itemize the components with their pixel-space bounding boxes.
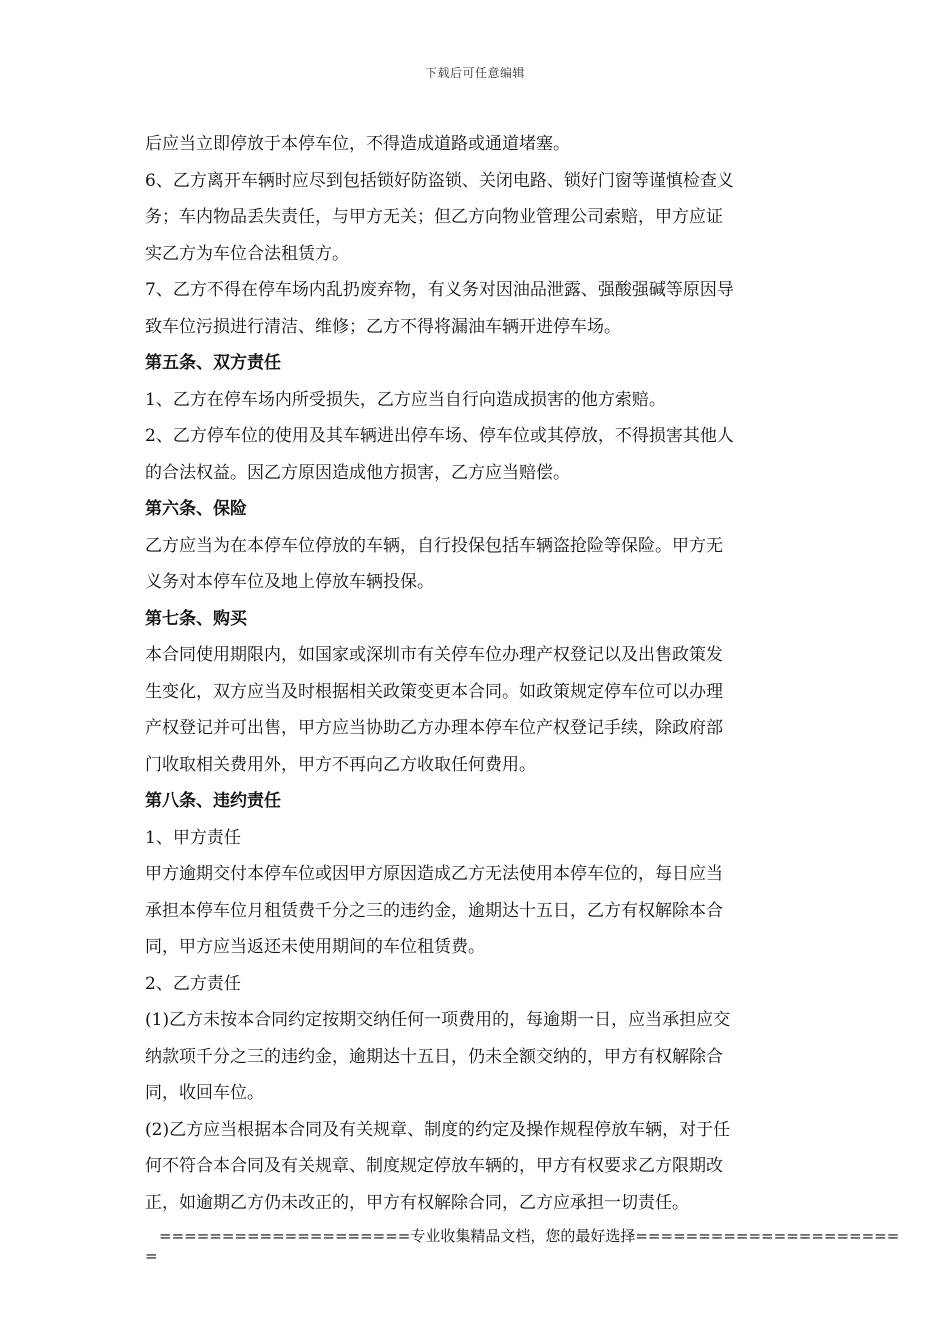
paragraph-line: 2、乙方责任: [145, 973, 241, 994]
paragraph-line: 纳款项千分之三的违约金，逾期达十五日，仍未全额交纳的，甲方有权解除合: [145, 1046, 723, 1067]
section-heading: 第八条、违约责任: [145, 791, 281, 811]
paragraph-line: 何不符合本合同及有关规章、制度规定停放车辆的，甲方有权要求乙方限期改: [145, 1156, 723, 1176]
paragraph-line: 6、乙方离开车辆时应尽到包括锁好防盗锁、关闭电路、锁好门窗等谨慎检查义: [145, 170, 734, 191]
footer-banner-tail: =: [145, 1247, 158, 1265]
paragraph-line: 同，收回车位。: [145, 1083, 264, 1103]
paragraph-line: 义务对本停车位及地上停放车辆投保。: [145, 572, 434, 592]
footer-banner: ====================专业收集精品文档，您的最好选择=====================: [159, 1227, 900, 1245]
paragraph-line: 致车位污损进行清洁、维修；乙方不得将漏油车辆开进停车场。: [145, 316, 621, 337]
paragraph-line: 1、甲方责任: [145, 827, 241, 848]
paragraph-line: 同，甲方应当返还未使用期间的车位租赁费。: [145, 937, 485, 957]
document-body: [145, 126, 810, 1221]
paragraph-line: 产权登记并可出售，甲方应当协助乙方办理本停车位产权登记手续，除政府部: [145, 718, 723, 738]
paragraph-line: 正，如逾期乙方仍未改正的，甲方有权解除合同，乙方应承担一切责任。: [145, 1192, 689, 1213]
paragraph-line: 甲方逾期交付本停车位或因甲方原因造成乙方无法使用本停车位的，每日应当: [145, 864, 723, 884]
paragraph-line: 生变化，双方应当及时根据相关政策变更本合同。如政策规定停车位可以办理: [145, 681, 723, 702]
paragraph-line: 7、乙方不得在停车场内乱扔废弃物，有义务对因油品泄露、强酸强碱等原因导: [145, 280, 734, 300]
paragraph-line: 1、乙方在停车场内所受损失，乙方应当自行向造成损害的他方索赔。: [145, 389, 666, 410]
paragraph-line: 门收取相关费用外，甲方不再向乙方收取任何费用。: [145, 754, 536, 775]
paragraph-line: 的合法权益。因乙方原因造成他方损害，乙方应当赔偿。: [145, 462, 570, 483]
paragraph-line: 2、乙方停车位的使用及其车辆进出停车场、停车位或其停放，不得损害其他人: [145, 426, 734, 446]
paragraph-line: 乙方应当为在本停车位停放的车辆，自行投保包括车辆盗抢险等保险。甲方无: [145, 535, 723, 556]
paragraph-line: 后应当立即停放于本停车位，不得造成道路或通道堵塞。: [145, 134, 570, 154]
paragraph-line: 务；车内物品丢失责任，与甲方无关；但乙方向物业管理公司索赔，甲方应证: [145, 207, 723, 227]
section-heading: 第六条、保险: [145, 499, 247, 519]
paragraph-line: 实乙方为车位合法租赁方。: [145, 243, 349, 264]
paragraph-line: 本合同使用期限内，如国家或深圳市有关停车位办理产权登记以及出售政策发: [145, 645, 723, 665]
section-heading: 第七条、购买: [145, 608, 247, 629]
section-heading: 第五条、双方责任: [145, 353, 281, 373]
page-footer: [145, 1226, 900, 1266]
page-header: 下载后可任意编辑: [424, 66, 525, 80]
paragraph-line: (2)乙方应当根据本合同及有关规章、制度的约定及操作规程停放车辆，对于任: [145, 1119, 731, 1140]
paragraph-line: (1)乙方未按本合同约定按期交纳任何一项费用的，每逾期一日，应当承担应交: [145, 1010, 731, 1030]
paragraph-line: 承担本停车位月租赁费千分之三的违约金，逾期达十五日，乙方有权解除本合: [145, 900, 723, 921]
